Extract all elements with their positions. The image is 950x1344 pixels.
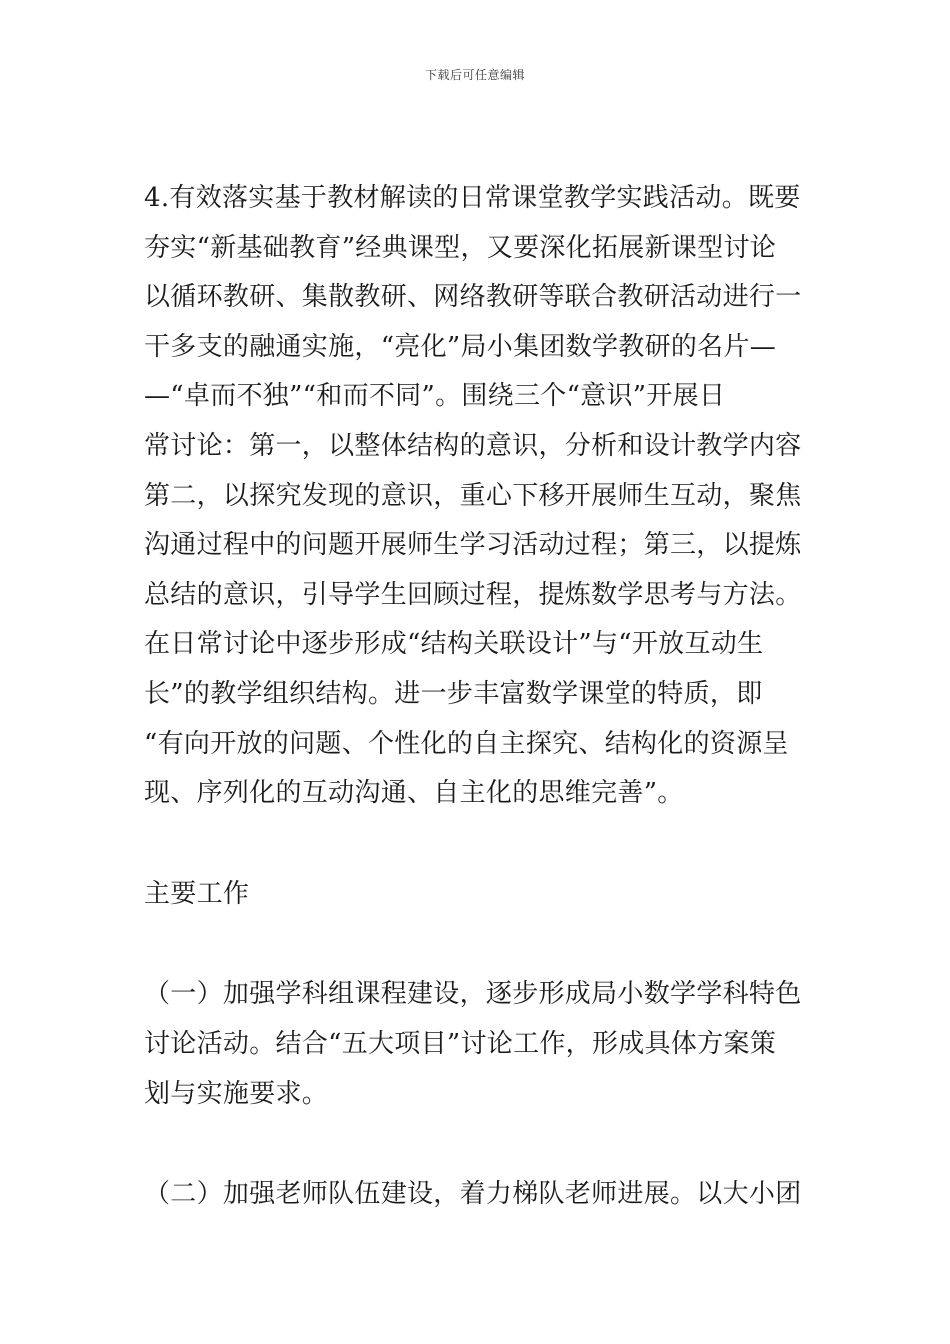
page-header: 下载后可任意编辑 bbox=[424, 68, 525, 82]
text-line: 沟通过程中的问题开展师生学习活动过程；第三，以提炼 bbox=[144, 530, 802, 561]
text-line: “有向开放的问题、个性化的自主探究、结构化的资源呈 bbox=[144, 728, 789, 759]
text-line: 以循环教研、集散教研、网络教研等联合教研活动进行一 bbox=[144, 282, 802, 313]
section-heading bbox=[144, 870, 809, 920]
document-body bbox=[144, 174, 809, 1220]
text-line: （二）加强老师队伍建设，着力梯队老师进展。以大小团 bbox=[144, 1179, 802, 1210]
text-line: 干多支的融通实施，“亮化”局小集团数学教研的名片— bbox=[144, 331, 777, 362]
text-line: 夯实“新基础教育”经典课型，又要深化拓展新课型讨论 bbox=[144, 232, 777, 263]
text-line: 长”的教学组织结构。进一步丰富数学课堂的特质，即 bbox=[144, 678, 763, 709]
text-line: 总结的意识，引导学生回顾过程，提炼数学思考与方法。 bbox=[144, 579, 802, 610]
text-line: 第二，以探究发现的意识，重心下移开展师生互动，聚焦 bbox=[144, 480, 802, 511]
paragraph-section-1 bbox=[144, 970, 809, 1119]
text-line: 讨论活动。结合“五大项目”讨论工作，形成具体方案策 bbox=[144, 1028, 777, 1059]
text-line: （一）加强学科组课程建设，逐步形成局小数学学科特色 bbox=[144, 979, 802, 1010]
text-line: 在日常讨论中逐步形成“结构关联设计”与“开放互动生 bbox=[144, 629, 764, 660]
paragraph-section-2 bbox=[144, 1170, 809, 1220]
text-line: 现、序列化的互动沟通、自主化的思维完善”。 bbox=[144, 778, 684, 809]
text-line: 划与实施要求。 bbox=[144, 1078, 329, 1109]
text-line: 常讨论：第一，以整体结构的意识，分析和设计教学内容 bbox=[144, 430, 802, 461]
text-line: 4.有效落实基于教材解读的日常课堂教学实践活动。既要 bbox=[144, 183, 801, 213]
paragraph-practice bbox=[144, 174, 809, 819]
text-line: —“卓而不独”“和而不同”。围绕三个“意识”开展日 bbox=[144, 381, 726, 412]
heading-main-work: 主要工作 bbox=[144, 878, 250, 909]
